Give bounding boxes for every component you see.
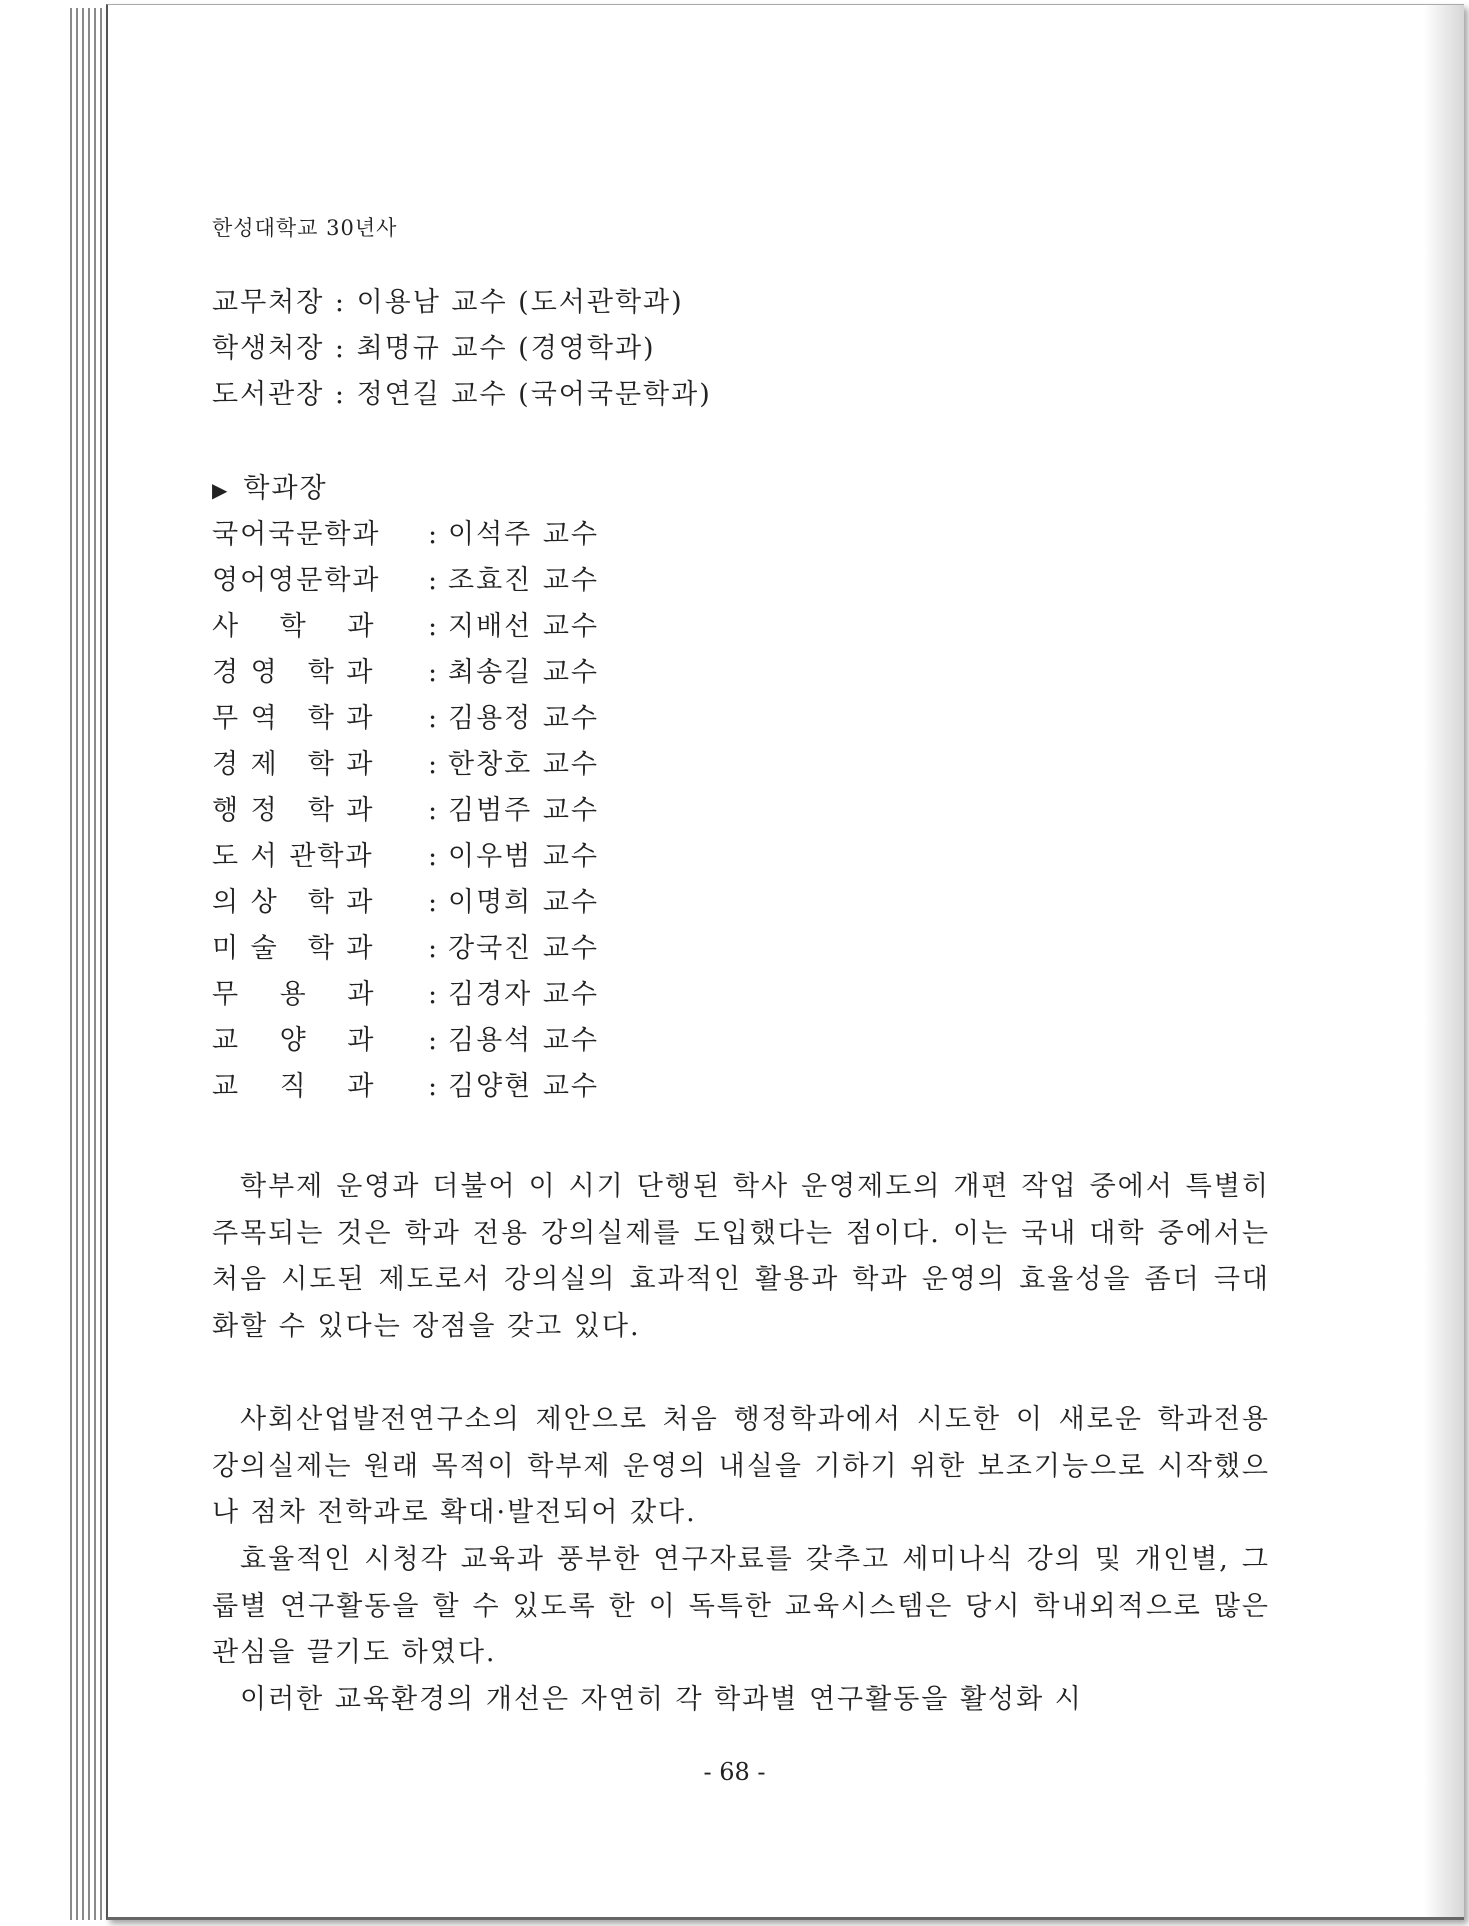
dean-row: 경 영 학 과 : 최송길 교수 [212, 650, 599, 696]
dept-name: 무 역 학 과 [212, 703, 375, 734]
dept-name: 도 서 관학과 [212, 841, 374, 872]
body-paragraph [212, 1537, 1270, 1677]
triangle-bullet-icon: ▶ [212, 478, 230, 502]
dept-name: 사 학 과 [212, 611, 376, 642]
dean-name: 한창호 교수 [448, 749, 599, 780]
dean-name: 김양현 교수 [448, 1071, 599, 1102]
paragraph-text: 효율적인 시청각 교육과 풍부한 연구자료를 갖추고 세미나식 강의 및 개인별, 그룹별 연구활동을 할 수 있도록 한 이 독특한 교육시스템은 당시 학내외적으로 많은 관심을 끌기도 하였다. [212, 1544, 1270, 1668]
body-paragraph [212, 1677, 1270, 1724]
dean-name: 조효진 교수 [448, 565, 599, 596]
page-number: - 68 - [703, 1758, 766, 1786]
running-header: 한성대학교 30년사 [212, 216, 398, 240]
dean-row: 사 학 과 : 지배선 교수 [212, 604, 599, 650]
dean-name: 이명희 교수 [448, 887, 599, 918]
dean-row: 의 상 학 과 : 이명희 교수 [212, 880, 599, 926]
body-paragraph [212, 1397, 1270, 1537]
section-heading [212, 466, 328, 512]
dept-name: 무 용 과 [212, 979, 376, 1010]
dean-name: 김용석 교수 [448, 1025, 599, 1056]
dept-name: 영어영문학과 [212, 565, 381, 596]
page-gutter-shade [1424, 5, 1464, 1917]
dept-name: 의 상 학 과 [212, 887, 375, 918]
paragraph-text: 이러한 교육환경의 개선은 자연히 각 학과별 연구활동을 활성화 시 [240, 1684, 1083, 1715]
section-title: 학과장 [243, 473, 328, 504]
dept-name: 미 술 학 과 [212, 933, 375, 964]
dean-row: 경 제 학 과 : 한창호 교수 [212, 742, 599, 788]
dean-row: 미 술 학 과 : 강국진 교수 [212, 926, 599, 972]
dean-name: 강국진 교수 [448, 933, 599, 964]
officer-line: 도서관장 : 정연길 교수 (국어국문학과) [212, 379, 712, 410]
dean-name: 이석주 교수 [448, 519, 599, 550]
paragraph-text: 학부제 운영과 더불어 이 시기 단행된 학사 운영제도의 개편 작업 중에서 특별히 주목되는 것은 학과 전용 강의실제를 도입했다는 점이다. 이는 국내 대학 중에서는 처음 시도된 제도로서 강의실의 효과적인 활용과 학과 운영의 효율성을 좀더 극대화할 수 있다는 장점을 갖고 있다. [212, 1171, 1270, 1342]
officers-list [212, 280, 712, 418]
officer-line: 학생처장 : 최명규 교수 (경영학과) [212, 333, 656, 364]
dept-name: 교 직 과 [212, 1071, 376, 1102]
dept-name: 경 영 학 과 [212, 657, 375, 688]
dept-name: 행 정 학 과 [212, 795, 375, 826]
dean-name: 김용정 교수 [448, 703, 599, 734]
dean-name: 최송길 교수 [448, 657, 599, 688]
paragraph-text: 사회산업발전연구소의 제안으로 처음 행정학과에서 시도한 이 새로운 학과전용 강의실제는 원래 목적이 학부제 운영의 내실을 기하기 위한 보조기능으로 시작했으나 점차 전학과로 확대·발전되어 갔다. [212, 1404, 1270, 1528]
dean-row: 도 서 관학과 : 이우범 교수 [212, 834, 599, 880]
dean-row: 무 역 학 과 : 김용정 교수 [212, 696, 599, 742]
page-stack-edges [70, 8, 110, 1920]
dean-name: 이우범 교수 [448, 841, 599, 872]
dean-row: 행 정 학 과 : 김범주 교수 [212, 788, 599, 834]
dean-name: 지배선 교수 [448, 611, 599, 642]
dean-row: 무 용 과 : 김경자 교수 [212, 972, 599, 1018]
dean-row: 국어국문학과 : 이석주 교수 [212, 512, 599, 558]
dean-row: 교 양 과 : 김용석 교수 [212, 1018, 599, 1064]
dean-name: 김범주 교수 [448, 795, 599, 826]
department-heads-list [212, 512, 599, 1110]
dean-row: 영어영문학과 : 조효진 교수 [212, 558, 599, 604]
dept-name: 경 제 학 과 [212, 749, 375, 780]
dean-name: 김경자 교수 [448, 979, 599, 1010]
dept-name: 교 양 과 [212, 1025, 376, 1056]
dept-name: 국어국문학과 [212, 519, 381, 550]
officer-line: 교무처장 : 이용남 교수 (도서관학과) [212, 287, 684, 318]
body-paragraph [212, 1164, 1270, 1350]
dean-row: 교 직 과 : 김양현 교수 [212, 1064, 599, 1110]
